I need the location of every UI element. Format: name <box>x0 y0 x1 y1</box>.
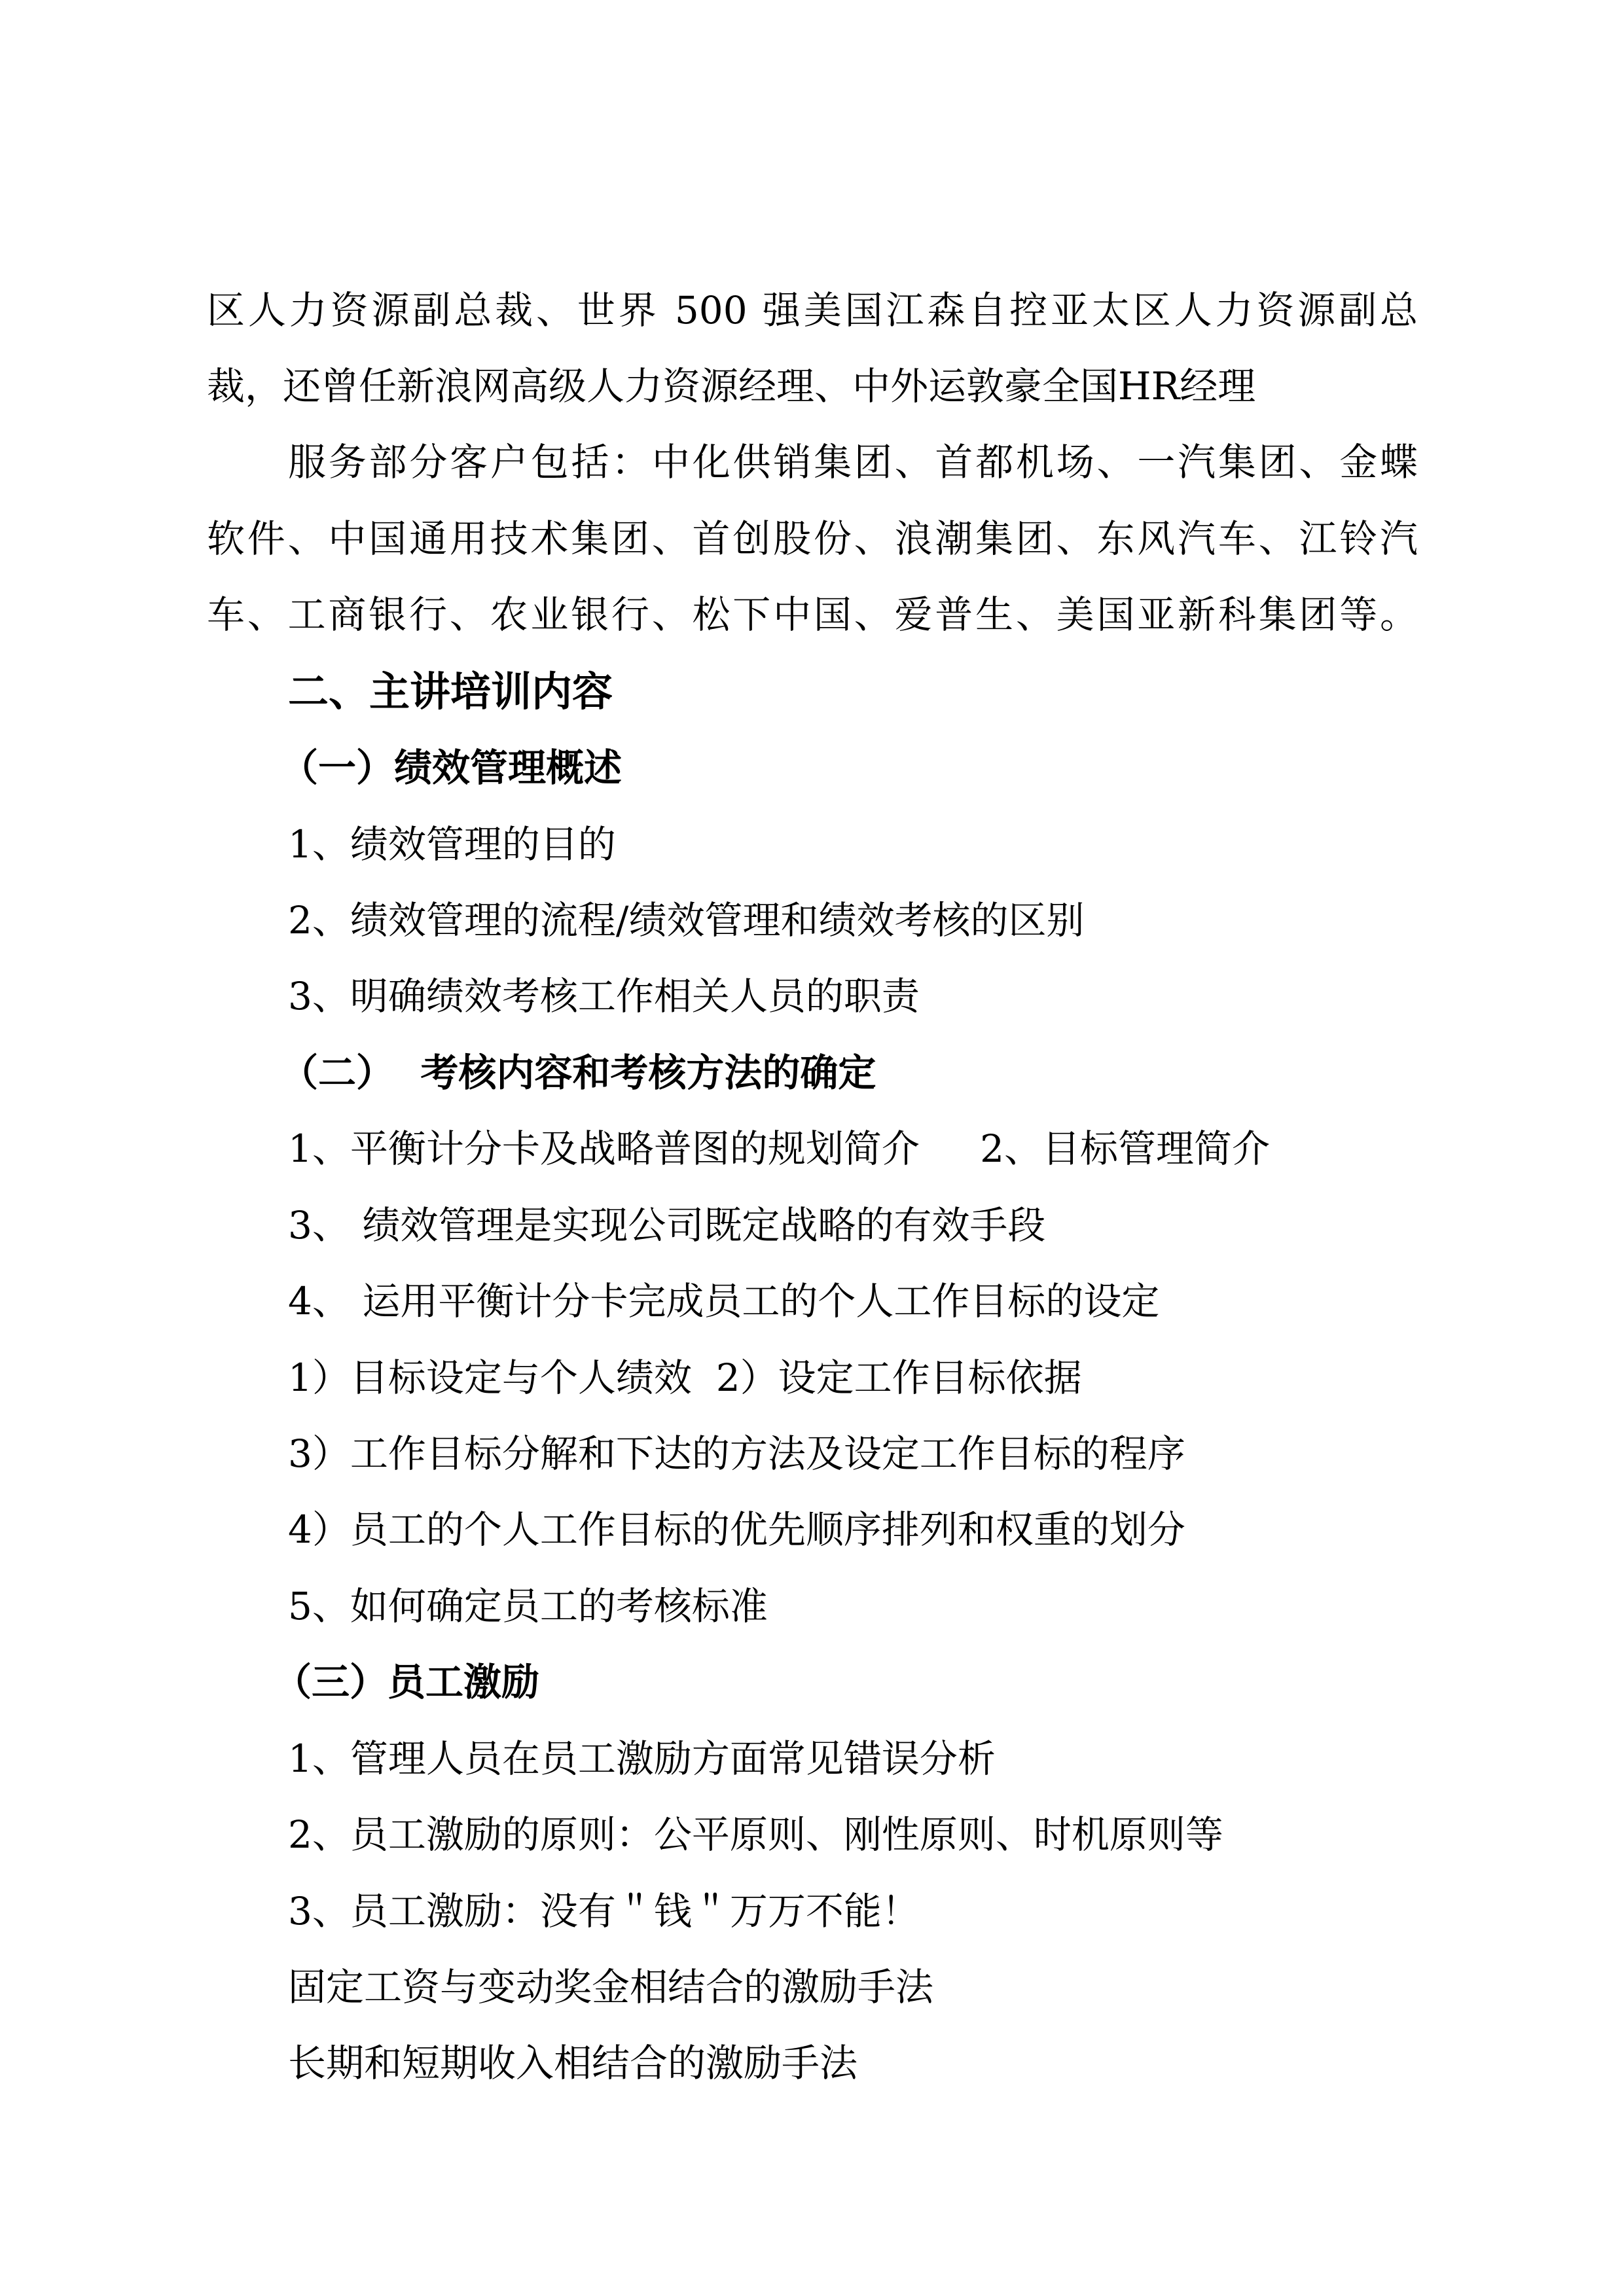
part-2-item-6: 4）员工的个人工作目标的优先顺序排列和权重的划分 <box>288 1507 1185 1552</box>
part-1-item-3: 3、明确绩效考核工作相关人员的职责 <box>288 974 920 1018</box>
part-2-item-4: 1）目标设定与个人绩效 2）设定工作目标依据 <box>288 1355 1082 1400</box>
part-3-item-2: 2、员工激励的原则：公平原则、刚性原则、时机原则等 <box>288 1812 1223 1857</box>
part-2-item-3: 4、 运用平衡计分卡完成员工的个人工作目标的设定 <box>288 1279 1160 1323</box>
section-2-title: 二、主讲培训内容 <box>288 668 613 715</box>
part-1-item-1: 1、绩效管理的目的 <box>288 822 616 867</box>
clients-line-3: 车、工商银行、农业银行、松下中国、爱普生、美国亚新科集团等。 <box>207 592 1418 637</box>
part-2-item-2: 3、 绩效管理是实现公司既定战略的有效手段 <box>288 1203 1046 1247</box>
part-3-item-5: 长期和短期收入相结合的激励手法 <box>288 2041 858 2085</box>
part-2-title: （二） 考核内容和考核方法的确定 <box>280 1050 876 1095</box>
clients-line-1: 服务部分客户包括：中化供销集团、首都机场、一汽集团、金蝶 <box>288 440 1418 484</box>
part-3-item-3: 3、员工激励：没有＂钱＂万万不能！ <box>288 1889 920 1933</box>
clients-line-2: 软件、中国通用技术集团、首创股份、浪潮集团、东风汽车、江铃汽 <box>207 516 1418 561</box>
part-2-item-7: 5、如何确定员工的考核标准 <box>288 1584 768 1628</box>
intro-line-1: 区人力资源副总裁、世界 500 强美国江森自控亚太区人力资源副总 <box>207 288 1418 332</box>
part-2-item-5: 3）工作目标分解和下达的方法及设定工作目标的程序 <box>288 1431 1185 1476</box>
intro-line-2: 裁，还曾任新浪网高级人力资源经理、中外运敦豪全国HR经理 <box>207 364 1256 408</box>
part-1-title: （一）绩效管理概述 <box>280 745 623 790</box>
part-3-title: （三）员工激励 <box>274 1660 540 1704</box>
part-3-item-1: 1、管理人员在员工激励方面常见错误分析 <box>288 1736 996 1781</box>
part-2-item-1: 1、平衡计分卡及战略普图的规划简介 2、目标管理简介 <box>288 1126 1270 1171</box>
part-1-item-2: 2、绩效管理的流程/绩效管理和绩效考核的区别 <box>288 898 1085 942</box>
part-3-item-4: 固定工资与变动奖金相结合的激励手法 <box>288 1965 934 2009</box>
